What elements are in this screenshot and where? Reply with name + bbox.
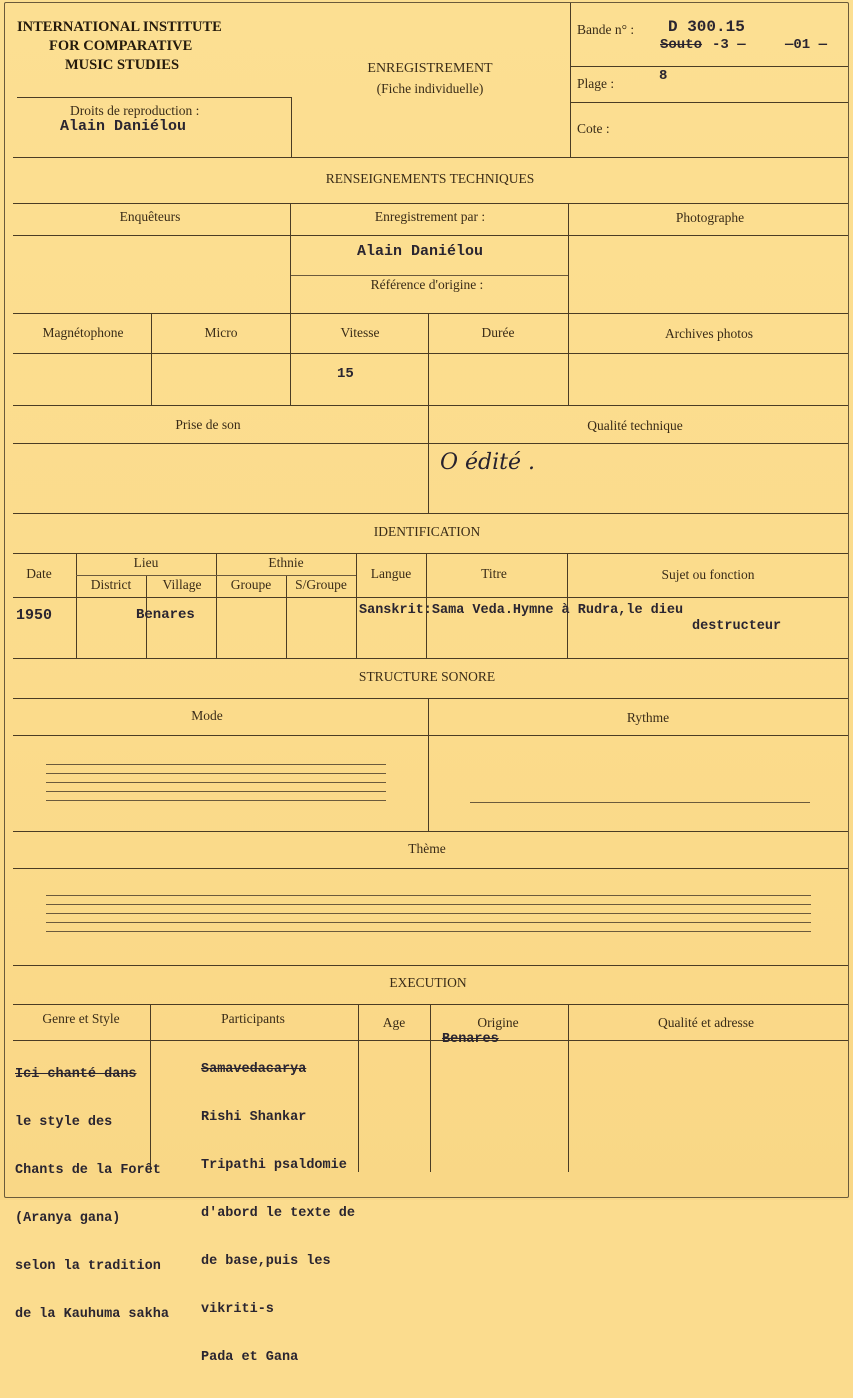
rule: [13, 353, 848, 354]
section-title-technique: RENSEIGNEMENTS TECHNIQUES: [325, 171, 535, 186]
rule: [13, 698, 848, 699]
staff-line: [46, 800, 386, 801]
genre-line: le style des: [15, 1115, 113, 1130]
rythme-label: Rythme: [626, 710, 670, 725]
age-label: Age: [382, 1015, 406, 1030]
bande-struck: Souto: [660, 37, 703, 53]
sujet-label: Sujet ou fonction: [661, 567, 755, 582]
rule: [568, 313, 569, 405]
lieu-label: Lieu: [133, 555, 159, 570]
participants-line: Pada et Gana: [201, 1350, 299, 1365]
rights-value: Alain Daniélou: [60, 118, 187, 135]
enqueteurs-label: Enquêteurs: [119, 209, 181, 224]
rule: [13, 597, 848, 598]
staff-line: [46, 764, 386, 765]
participants-line: d'abord le texte de: [201, 1206, 355, 1221]
rule: [13, 443, 848, 444]
bande-value: D 300.15: [668, 18, 745, 36]
duree-label: Durée: [481, 325, 515, 340]
rule: [13, 965, 848, 966]
micro-label: Micro: [204, 325, 238, 340]
rule: [428, 405, 429, 513]
qualite-adresse-label: Qualité et adresse: [658, 1015, 754, 1030]
rule: [568, 1004, 569, 1172]
participants-line: Tripathi psaldomie: [201, 1158, 347, 1173]
groupe-label: Groupe: [230, 577, 272, 592]
rule: [13, 405, 848, 406]
rule: [570, 102, 848, 103]
institute-line-2: FOR COMPARATIVE: [49, 38, 193, 54]
participants-line: de base,puis les: [201, 1254, 331, 1269]
genre-line: de la Kauhuma sakha: [15, 1307, 169, 1322]
rule: [290, 203, 291, 313]
rights-label: Droits de reproduction :: [70, 103, 200, 118]
rule: [428, 698, 429, 831]
genre-line: selon la tradition: [15, 1259, 161, 1274]
section-title-execution: EXECUTION: [389, 975, 467, 990]
magnetophone-label: Magnétophone: [42, 325, 124, 340]
prise-label: Prise de son: [175, 417, 241, 432]
staff-line: [46, 773, 386, 774]
bande-label: Bande n° :: [577, 22, 635, 37]
rule: [13, 313, 848, 314]
participants-value: [201, 1030, 355, 1398]
rule: [568, 203, 569, 313]
reference-label: Référence d'origine :: [370, 277, 484, 292]
card-title: ENREGISTREMENT: [367, 61, 493, 76]
institute-name: [17, 18, 222, 75]
sgroupe-label: S/Groupe: [295, 577, 347, 592]
genre-line: (Aranya gana): [15, 1211, 121, 1226]
participants-struck: Samavedacarya: [201, 1062, 307, 1077]
genre-value: [15, 1035, 169, 1355]
lieu-value: Benares: [136, 607, 195, 623]
mode-label: Mode: [191, 708, 223, 723]
rule: [13, 235, 848, 236]
staff-line: [46, 913, 811, 914]
staff-line: [46, 931, 811, 932]
enregistrement-value: Alain Daniélou: [357, 243, 484, 260]
qualite-technique-label: Qualité technique: [587, 418, 683, 433]
rule: [13, 831, 848, 832]
genre-line: Chants de la Forêt: [15, 1163, 161, 1178]
staff-line: [46, 922, 811, 923]
date-label: Date: [26, 566, 52, 581]
archives-label: Archives photos: [664, 326, 754, 341]
cote-label: Cote :: [577, 121, 610, 136]
rule: [13, 157, 848, 158]
rule: [291, 97, 292, 157]
rule: [570, 66, 848, 67]
photographe-label: Photographe: [675, 210, 745, 225]
theme-label: Thème: [408, 841, 446, 856]
rule: [286, 575, 287, 658]
institute-line-3: MUSIC STUDIES: [65, 57, 180, 73]
enregistrement-label: Enregistrement par :: [374, 209, 486, 224]
bande-code-2: —01 —: [785, 37, 828, 53]
langue-label: Langue: [370, 566, 412, 581]
participants-line: Rishi Shankar: [201, 1110, 307, 1125]
bande-code-1: -3 —: [712, 37, 746, 53]
staff-line: [46, 904, 811, 905]
rule: [430, 1004, 431, 1172]
titre-label: Titre: [481, 566, 507, 581]
rule: [290, 313, 291, 405]
rule: [76, 575, 356, 576]
participants-label: Participants: [221, 1011, 285, 1026]
card-subtitle: (Fiche individuelle): [376, 81, 484, 96]
village-label: Village: [162, 577, 202, 592]
genre-label: Genre et Style: [42, 1011, 120, 1026]
rule: [13, 553, 848, 554]
rule: [76, 553, 77, 658]
participants-line: vikriti-s: [201, 1302, 274, 1317]
date-value: 1950: [16, 607, 53, 624]
rule: [356, 553, 357, 658]
qualite-technique-value: O édité .: [440, 450, 536, 475]
rule: [291, 275, 568, 276]
rule: [428, 313, 429, 405]
genre-line: Ici chanté dans: [15, 1067, 137, 1082]
rythme-line: [470, 802, 810, 803]
rule: [216, 553, 217, 658]
rule: [13, 513, 848, 514]
vitesse-value: 15: [337, 366, 354, 382]
rule: [13, 735, 848, 736]
identification-line-1: Sanskrit:Sama Veda.Hymne à Rudra,le dieu: [359, 603, 684, 618]
vitesse-label: Vitesse: [340, 325, 380, 340]
section-title-identification: IDENTIFICATION: [373, 524, 481, 539]
rule: [17, 97, 292, 98]
rule: [13, 658, 848, 659]
staff-line: [46, 782, 386, 783]
section-title-structure: STRUCTURE SONORE: [358, 669, 496, 684]
rule: [13, 868, 848, 869]
rule: [358, 1004, 359, 1172]
district-label: District: [90, 577, 132, 592]
staff-line: [46, 791, 386, 792]
plage-value: 8: [659, 68, 668, 84]
institute-line-1: INTERNATIONAL INSTITUTE: [17, 19, 222, 35]
rule: [13, 203, 848, 204]
staff-line: [46, 895, 811, 896]
ethnie-label: Ethnie: [268, 555, 304, 570]
plage-label: Plage :: [577, 76, 615, 91]
rule: [570, 3, 571, 157]
origine-value: Benares: [442, 1032, 499, 1047]
rule: [151, 313, 152, 405]
origine-label: Origine: [477, 1015, 519, 1030]
identification-line-2: destructeur: [692, 619, 782, 634]
